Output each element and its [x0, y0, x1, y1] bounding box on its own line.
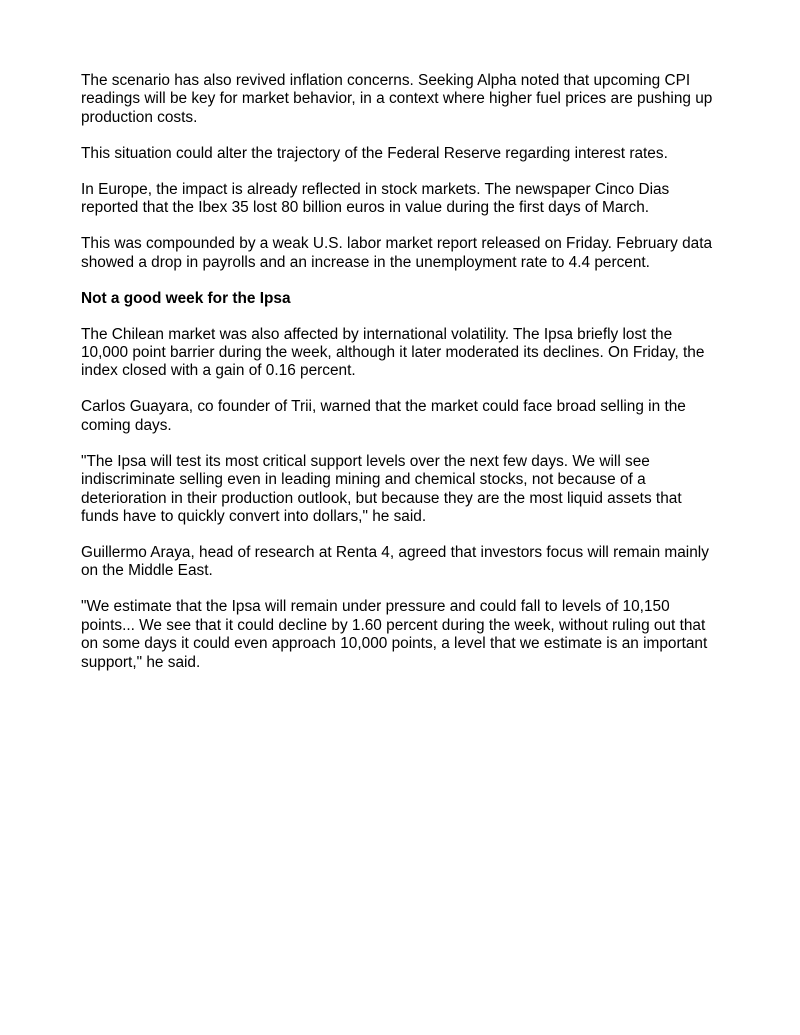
paragraph-inflation-concerns: The scenario has also revived inflation concerns. Seeking Alpha noted that upcoming CPI readings will be key for market behavior, in a context where higher fuel prices are pushing up production costs.	[81, 72, 713, 126]
paragraph-guayara-warning: Carlos Guayara, co founder of Trii, warned that the market could face broad selling in the coming days.	[81, 398, 686, 434]
paragraph-guayara-quote: "The Ipsa will test its most critical support levels over the next few days. We will see indiscriminate selling even in leading mining and chemical stocks, not because of a deterioration in their production outlook, but because they are the most liquid assets that funds have to quickly convert into dollars," he said.	[81, 452, 682, 526]
paragraph-araya-focus: Guillermo Araya, head of research at Renta 4, agreed that investors focus will remain mainly on the Middle East.	[81, 544, 709, 580]
section-heading: Not a good week for the Ipsa	[81, 289, 291, 307]
paragraph-federal-reserve: This situation could alter the trajectory of the Federal Reserve regarding interest rates.	[81, 144, 668, 162]
document-page	[81, 72, 721, 690]
paragraph-araya-quote: "We estimate that the Ipsa will remain under pressure and could fall to levels of 10,150 points... We see that it could decline by 1.60 percent during the week, without ruling out that on some days it could even approach 10,000 points, a level that we estimate is an important support," he said.	[81, 598, 708, 671]
paragraph-chilean-market: The Chilean market was also affected by international volatility. The Ipsa briefly lost the 10,000 point barrier during the week, although it later moderated its declines. On Friday, the index closed with a gain of 0.16 percent.	[81, 325, 705, 380]
paragraph-europe-markets: In Europe, the impact is already reflected in stock markets. The newspaper Cinco Dias reported that the Ibex 35 lost 80 billion euros in value during the first days of March.	[81, 180, 670, 217]
paragraph-labor-report: This was compounded by a weak U.S. labor market report released on Friday. February data showed a drop in payrolls and an increase in the unemployment rate to 4.4 percent.	[81, 235, 713, 271]
